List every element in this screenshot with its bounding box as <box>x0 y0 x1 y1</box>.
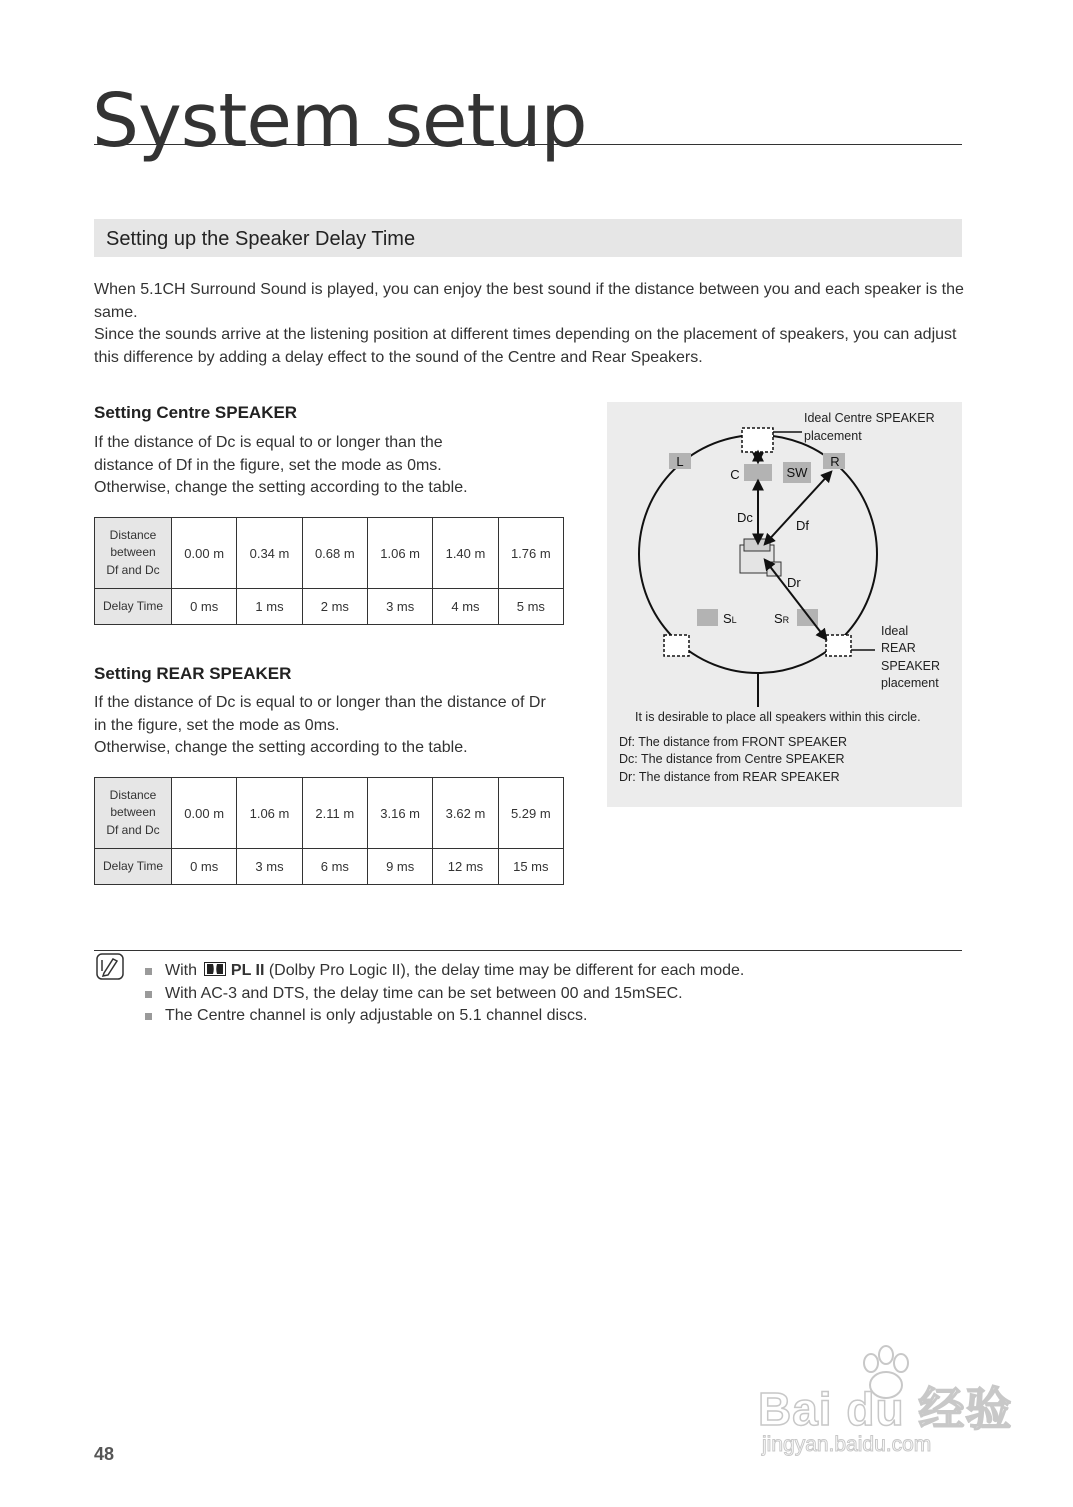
table-row <box>95 849 564 885</box>
centre-callout-line-1: Ideal Centre SPEAKER <box>804 411 935 425</box>
notes-divider <box>94 950 962 951</box>
baidu-watermark <box>758 1345 1018 1465</box>
legend-dr: Dr: The distance from REAR SPEAKER <box>619 770 840 784</box>
listener-seat-icon <box>740 539 781 576</box>
intro-paragraph-2: Since the sounds arrive at the listening position at different times depending on the placement of speakers, you can adjust this difference by adding a delay effect to the sound of the Centre and Rear Speakers. <box>94 326 957 366</box>
header-line: Distance <box>109 527 157 542</box>
note-text: With AC-3 and DTS, the delay time can be set between 00 and 15mSEC. <box>165 984 683 1002</box>
bullet-icon <box>145 1013 152 1020</box>
centre-text-line-1: If the distance of Dc is equal to or longer than the <box>94 434 443 451</box>
speaker-c-label: C <box>730 467 740 482</box>
delay-cell: 4 ms <box>433 589 498 625</box>
note-text: (Dolby Pro Logic II), the delay time may be different for each mode. <box>264 962 745 979</box>
legend-df: Df: The distance from FRONT SPEAKER <box>619 735 848 749</box>
note-item <box>145 960 744 983</box>
row-header-distance <box>95 778 172 849</box>
note-text: With <box>165 962 197 979</box>
note-text: The Centre channel is only adjustable on 5.1 channel discs. <box>165 1007 588 1024</box>
rear-callout-line-3: SPEAKER <box>881 659 941 673</box>
delay-cell: 9 ms <box>367 849 432 885</box>
df-label: Df <box>796 518 809 533</box>
header-line: between <box>110 545 156 560</box>
watermark-url: jingyan.baidu.com <box>762 1433 932 1456</box>
delay-cell: 12 ms <box>433 849 498 885</box>
distance-cell: 0.00 m <box>172 778 237 849</box>
centre-speaker-heading: Setting Centre SPEAKER <box>94 403 298 422</box>
delay-cell: 0 ms <box>172 589 237 625</box>
speaker-l-label: L <box>676 454 684 469</box>
speaker-placement-diagram <box>607 402 962 807</box>
table-row <box>95 518 564 589</box>
rear-speaker-heading: Setting REAR SPEAKER <box>94 664 292 683</box>
table-row <box>95 589 564 625</box>
header-line: between <box>110 805 156 820</box>
rear-callout-line-2: REAR <box>881 641 916 655</box>
delay-cell: 3 ms <box>367 589 432 625</box>
centre-speaker-text <box>94 432 468 500</box>
ideal-centre-box <box>742 428 773 452</box>
note-icon <box>96 953 126 981</box>
intro-paragraph-1: When 5.1CH Surround Sound is played, you can enjoy the best sound if the distance between you and each speaker is the same. <box>94 281 964 321</box>
rear-callout-line-4: placement <box>881 676 939 690</box>
centre-text-line-2: distance of Df in the figure, set the mode as 0ms. <box>94 456 442 474</box>
circle-note: It is desirable to place all speakers within this circle. <box>635 710 921 724</box>
bullet-icon <box>145 968 152 975</box>
row-header-delay: Delay Time <box>95 849 172 885</box>
intro-text <box>94 279 964 369</box>
section-title-bar <box>94 219 962 257</box>
distance-cell: 0.68 m <box>302 518 367 589</box>
note-item <box>145 983 744 1006</box>
speaker-sl <box>697 609 718 626</box>
header-line: Df and Dc <box>106 822 160 837</box>
distance-cell: 1.40 m <box>433 518 498 589</box>
speaker-r-label: R <box>830 454 840 469</box>
row-header-distance <box>95 518 172 589</box>
delay-cell: 6 ms <box>302 849 367 885</box>
header-line: Distance <box>109 787 157 802</box>
ideal-rear-right-box <box>826 635 851 656</box>
diagram-svg <box>607 402 962 807</box>
legend-dc: Dc: The distance from Centre SPEAKER <box>619 752 845 766</box>
speaker-sw-label: SW <box>786 465 808 480</box>
speaker-sl-label: SL <box>723 611 737 626</box>
rear-text-line-2: in the figure, set the mode as 0ms. <box>94 716 340 734</box>
header-line: Df and Dc <box>106 562 160 577</box>
dr-arrow <box>765 560 826 639</box>
dr-label: Dr <box>787 575 801 590</box>
rear-speaker-text <box>94 692 546 760</box>
delay-cell: 15 ms <box>498 849 563 885</box>
delay-cell: 0 ms <box>172 849 237 885</box>
row-header-delay: Delay Time <box>95 589 172 625</box>
rear-text-line-1: If the distance of Dc is equal to or longer than the distance of Dr <box>94 694 546 711</box>
distance-cell: 5.29 m <box>498 778 563 849</box>
centre-callout-line-2: placement <box>804 429 862 443</box>
centre-text-line-3: Otherwise, change the setting according to the table. <box>94 479 468 496</box>
dc-label: Dc <box>737 510 753 525</box>
rear-callout-line-1: Ideal <box>881 624 909 638</box>
delay-cell: 3 ms <box>237 849 302 885</box>
delay-cell: 1 ms <box>237 589 302 625</box>
distance-cell: 0.00 m <box>172 518 237 589</box>
delay-cell: 5 ms <box>498 589 563 625</box>
watermark-brand: Bai du 经验 <box>758 1383 1013 1435</box>
distance-cell: 3.16 m <box>367 778 432 849</box>
dolby-logo-icon <box>204 962 226 976</box>
distance-cell: 3.62 m <box>433 778 498 849</box>
distance-cell: 1.06 m <box>237 778 302 849</box>
speaker-sr-label: SR <box>774 611 790 626</box>
dolby-pl2-label: PL II <box>230 962 265 979</box>
speaker-c <box>744 464 772 481</box>
rear-delay-table <box>94 777 564 885</box>
distance-cell: 2.11 m <box>302 778 367 849</box>
notes-list <box>145 960 744 1028</box>
table-row <box>95 778 564 849</box>
note-item <box>145 1005 744 1028</box>
title-divider <box>94 144 962 145</box>
page-title: System setup <box>92 78 587 164</box>
distance-cell: 1.76 m <box>498 518 563 589</box>
bullet-icon <box>145 991 152 998</box>
distance-cell: 1.06 m <box>367 518 432 589</box>
page-number: 48 <box>94 1444 115 1464</box>
centre-delay-table <box>94 517 564 625</box>
rear-text-line-3: Otherwise, change the setting according to the table. <box>94 739 468 756</box>
delay-cell: 2 ms <box>302 589 367 625</box>
section-title: Setting up the Speaker Delay Time <box>106 228 416 250</box>
distance-cell: 0.34 m <box>237 518 302 589</box>
ideal-rear-left-box <box>664 635 689 656</box>
